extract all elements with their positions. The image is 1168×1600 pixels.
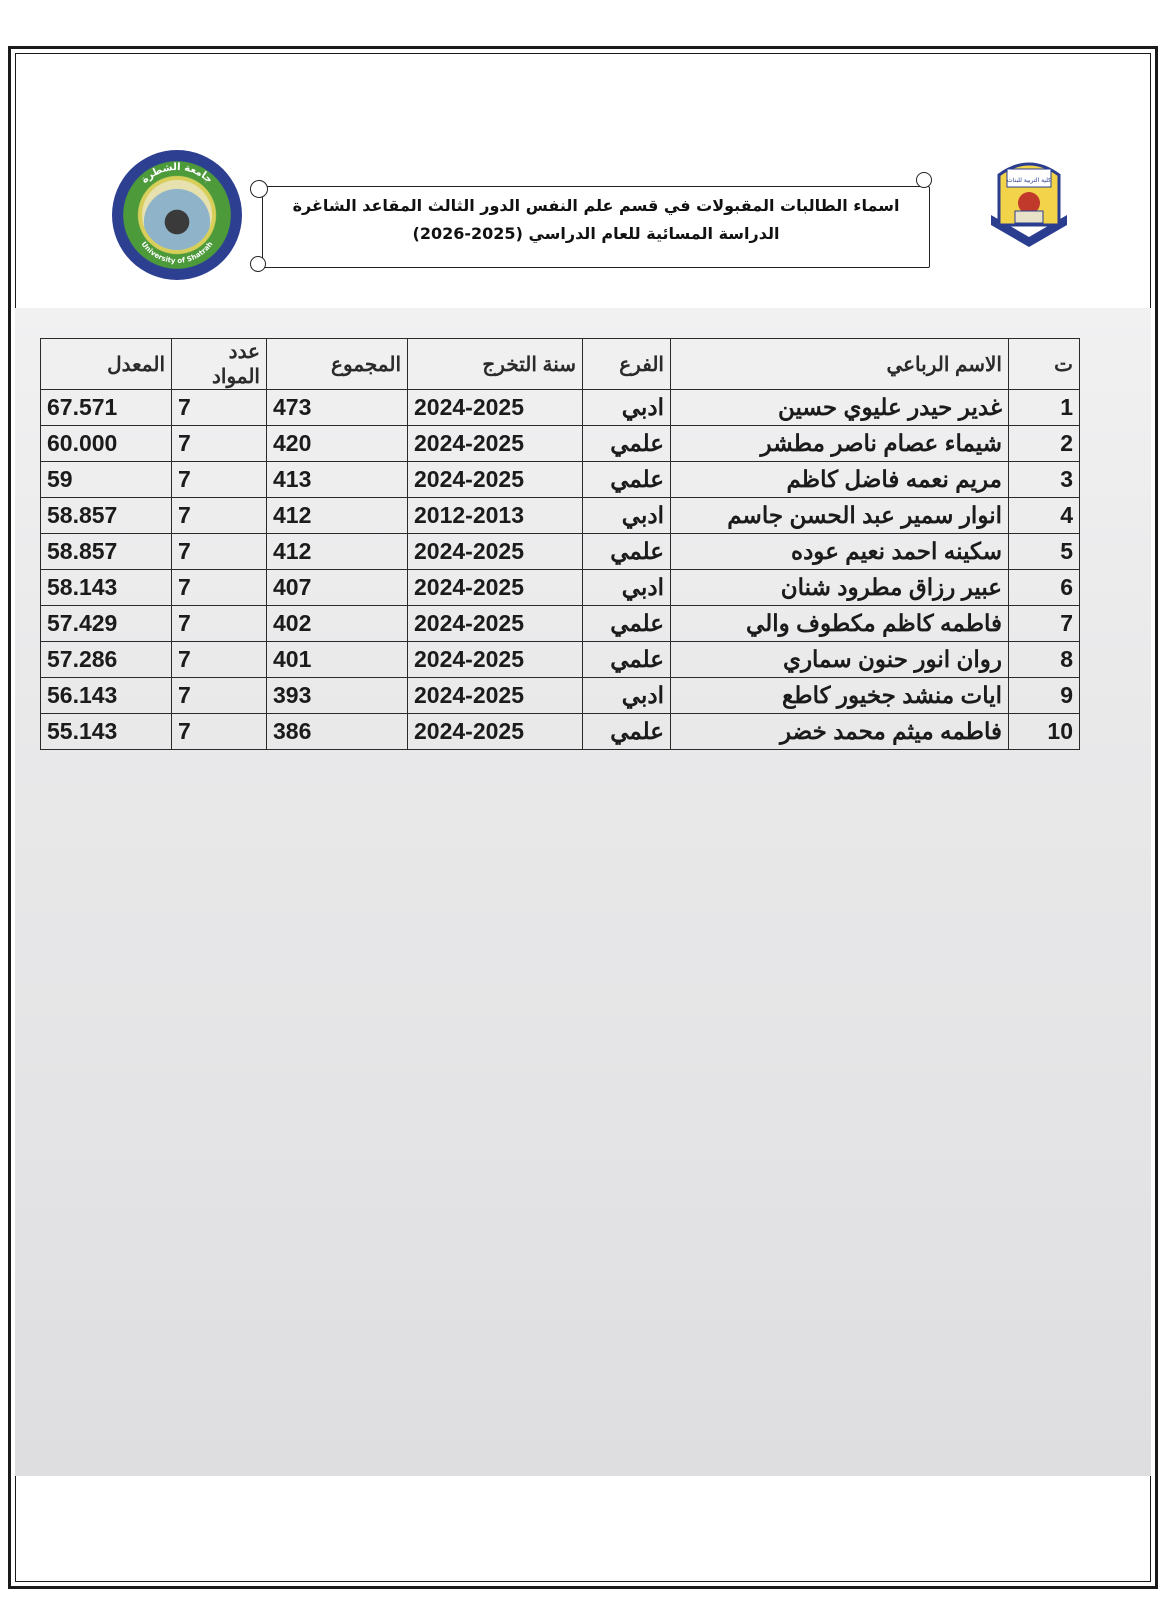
cell-year: 2024-2025 — [408, 714, 583, 750]
cell-year: 2024-2025 — [408, 570, 583, 606]
cell-total: 386 — [267, 714, 408, 750]
table-row — [41, 426, 1080, 462]
cell-subjects: 7 — [172, 426, 267, 462]
cell-subjects: 7 — [172, 570, 267, 606]
college-logo — [985, 155, 1073, 255]
cell-average: 58.857 — [41, 498, 172, 534]
table-row — [41, 714, 1080, 750]
cell-name: عبير رزاق مطرود شنان — [671, 570, 1009, 606]
cell-year: 2024-2025 — [408, 534, 583, 570]
cell-total: 402 — [267, 606, 408, 642]
cell-name: سكينه احمد نعيم عوده — [671, 534, 1009, 570]
cell-number: 4 — [1009, 498, 1080, 534]
cell-average: 55.143 — [41, 714, 172, 750]
cell-number: 6 — [1009, 570, 1080, 606]
cell-branch: علمي — [583, 534, 671, 570]
cell-total: 412 — [267, 534, 408, 570]
cell-subjects: 7 — [172, 534, 267, 570]
cell-total: 473 — [267, 390, 408, 426]
col-header-branch: الفرع — [583, 339, 671, 390]
col-header-average: المعدل — [41, 339, 172, 390]
cell-average: 60.000 — [41, 426, 172, 462]
cell-subjects: 7 — [172, 462, 267, 498]
title-line-2: الدراسة المسائية للعام الدراسي (2025-2026) — [412, 224, 780, 243]
title-banner — [250, 180, 942, 272]
cell-branch: ادبي — [583, 390, 671, 426]
cell-average: 57.429 — [41, 606, 172, 642]
cell-total: 420 — [267, 426, 408, 462]
table-row — [41, 498, 1080, 534]
cell-average: 67.571 — [41, 390, 172, 426]
cell-number: 8 — [1009, 642, 1080, 678]
cell-year: 2024-2025 — [408, 426, 583, 462]
cell-name: مريم نعمه فاضل كاظم — [671, 462, 1009, 498]
cell-branch: علمي — [583, 426, 671, 462]
university-seal-logo — [112, 150, 242, 280]
cell-branch: ادبي — [583, 570, 671, 606]
svg-text:University of Shatrah: University of Shatrah — [139, 240, 215, 266]
cell-branch: ادبي — [583, 498, 671, 534]
svg-text:جامعة الشطرة: جامعة الشطرة — [139, 161, 215, 186]
col-header-name: الاسم الرباعي — [671, 339, 1009, 390]
cell-number: 1 — [1009, 390, 1080, 426]
svg-text:كلية التربية للبنات: كلية التربية للبنات — [1007, 177, 1051, 184]
cell-name: غدير حيدر عليوي حسين — [671, 390, 1009, 426]
col-header-year: سنة التخرج — [408, 339, 583, 390]
cell-branch: علمي — [583, 462, 671, 498]
cell-number: 3 — [1009, 462, 1080, 498]
cell-name: شيماء عصام ناصر مطشر — [671, 426, 1009, 462]
cell-number: 2 — [1009, 426, 1080, 462]
cell-year: 2012-2013 — [408, 498, 583, 534]
cell-average: 56.143 — [41, 678, 172, 714]
table-row — [41, 570, 1080, 606]
table-row — [41, 390, 1080, 426]
cell-number: 7 — [1009, 606, 1080, 642]
table-row — [41, 642, 1080, 678]
cell-average: 59 — [41, 462, 172, 498]
col-header-subjects: عدد المواد — [172, 339, 267, 390]
cell-average: 58.143 — [41, 570, 172, 606]
cell-year: 2024-2025 — [408, 606, 583, 642]
cell-number: 5 — [1009, 534, 1080, 570]
cell-name: فاطمه كاظم مكطوف والي — [671, 606, 1009, 642]
cell-total: 407 — [267, 570, 408, 606]
table-row — [41, 534, 1080, 570]
cell-branch: علمي — [583, 714, 671, 750]
cell-year: 2024-2025 — [408, 642, 583, 678]
cell-branch: علمي — [583, 606, 671, 642]
cell-branch: ادبي — [583, 678, 671, 714]
cell-total: 393 — [267, 678, 408, 714]
cell-subjects: 7 — [172, 642, 267, 678]
table-row — [41, 606, 1080, 642]
cell-name: فاطمه ميثم محمد خضر — [671, 714, 1009, 750]
cell-average: 57.286 — [41, 642, 172, 678]
cell-subjects: 7 — [172, 606, 267, 642]
cell-subjects: 7 — [172, 498, 267, 534]
cell-subjects: 7 — [172, 678, 267, 714]
cell-total: 413 — [267, 462, 408, 498]
cell-subjects: 7 — [172, 714, 267, 750]
cell-name: انوار سمير عبد الحسن جاسم — [671, 498, 1009, 534]
cell-total: 401 — [267, 642, 408, 678]
cell-subjects: 7 — [172, 390, 267, 426]
table-row — [41, 678, 1080, 714]
cell-total: 412 — [267, 498, 408, 534]
table-row — [41, 462, 1080, 498]
cell-name: روان انور حنون سماري — [671, 642, 1009, 678]
col-header-number: ت — [1009, 339, 1080, 390]
cell-average: 58.857 — [41, 534, 172, 570]
students-table — [40, 338, 1080, 750]
cell-year: 2024-2025 — [408, 462, 583, 498]
cell-number: 9 — [1009, 678, 1080, 714]
cell-name: ايات منشد جخيور كاطع — [671, 678, 1009, 714]
cell-number: 10 — [1009, 714, 1080, 750]
col-header-total: المجموع — [267, 339, 408, 390]
cell-year: 2024-2025 — [408, 678, 583, 714]
page-title — [280, 192, 912, 248]
cell-branch: علمي — [583, 642, 671, 678]
table-header-row — [41, 339, 1080, 390]
title-line-1: اسماء الطالبات المقبولات في قسم علم النفس الدور الثالث المقاعد الشاغرة — [292, 196, 900, 215]
cell-year: 2024-2025 — [408, 390, 583, 426]
